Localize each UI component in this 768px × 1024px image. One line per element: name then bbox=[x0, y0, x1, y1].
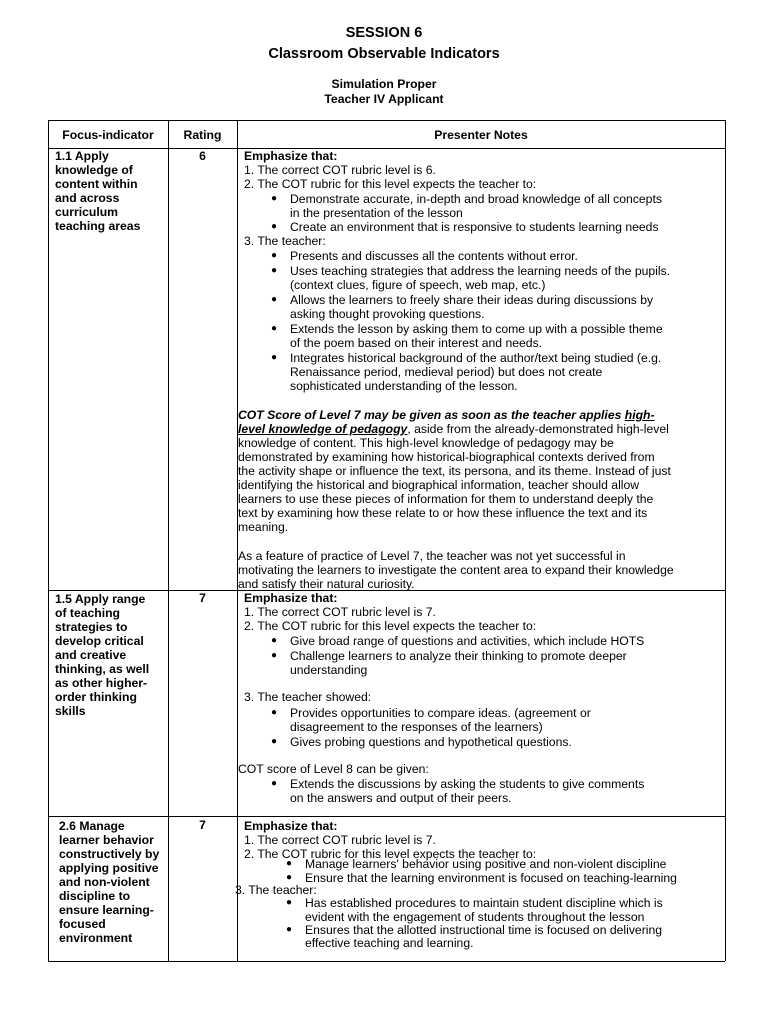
emphasize-label: Emphasize that: bbox=[244, 819, 338, 833]
focus-indicator-line: strategies to bbox=[55, 620, 128, 634]
bullet-icon: ● bbox=[271, 635, 278, 646]
bullet-text: Demonstrate accurate, in-depth and broad knowledge of all concepts bbox=[290, 192, 662, 206]
table-border-left bbox=[48, 120, 49, 961]
bullet-icon: ● bbox=[271, 736, 278, 747]
table-border-top bbox=[48, 120, 725, 121]
cot-score-text: demonstrated by examining how historical-biographical contexts derived from bbox=[238, 450, 655, 464]
bullet-text: understanding bbox=[290, 663, 368, 677]
bullet-icon: ● bbox=[286, 858, 293, 869]
bullet-icon: ● bbox=[271, 778, 278, 789]
note-line: 3. The teacher: bbox=[235, 883, 317, 897]
focus-indicator-line: learner behavior bbox=[59, 833, 154, 847]
bullet-text: effective teaching and learning. bbox=[305, 936, 474, 950]
bullet-icon: ● bbox=[271, 352, 278, 363]
column-header-notes: Presenter Notes bbox=[434, 128, 528, 142]
rating-value: 6 bbox=[199, 149, 206, 163]
focus-indicator-line: knowledge of bbox=[55, 163, 133, 177]
bullet-text: (context clues, figure of speech, web map, etc.) bbox=[290, 278, 546, 292]
focus-indicator-line: content within bbox=[55, 177, 138, 191]
cot-score-emphasis: high- bbox=[624, 408, 655, 422]
cot-score-text: identifying the historical and biographical information, teacher should allow bbox=[238, 478, 640, 492]
cot-score-note bbox=[238, 408, 655, 422]
note-line: 1. The correct COT rubric level is 6. bbox=[244, 163, 436, 177]
focus-indicator-line: and across bbox=[55, 191, 120, 205]
cot-score-text: meaning. bbox=[238, 520, 289, 534]
rating-value: 7 bbox=[199, 591, 206, 605]
row-divider bbox=[48, 816, 725, 817]
session-heading: SESSION 6 bbox=[345, 25, 423, 41]
bullet-text: asking thought provoking questions. bbox=[290, 307, 485, 321]
bullet-icon: ● bbox=[271, 193, 278, 204]
bullet-text: Has established procedures to maintain student discipline which is bbox=[305, 896, 663, 910]
note-line: 1. The correct COT rubric level is 7. bbox=[244, 605, 436, 619]
header-row-divider bbox=[48, 148, 725, 149]
focus-indicator-line: thinking, as well bbox=[55, 662, 150, 676]
focus-indicator-line: develop critical bbox=[55, 634, 144, 648]
subtitle: Simulation Proper bbox=[331, 77, 437, 91]
note-line: 2. The COT rubric for this level expects the teacher to: bbox=[244, 847, 537, 861]
focus-indicator-line: applying positive bbox=[59, 861, 159, 875]
bullet-text: sophisticated understanding of the lesson. bbox=[290, 379, 518, 393]
bullet-text: of the poem based on their interest and needs. bbox=[290, 336, 543, 350]
note-line: 3. The teacher showed: bbox=[244, 690, 372, 704]
bullet-text: on the answers and output of their peers. bbox=[290, 791, 512, 805]
focus-indicator-line: and non-violent bbox=[59, 875, 150, 889]
bullet-icon: ● bbox=[271, 323, 278, 334]
table-border-right bbox=[725, 120, 726, 961]
bullet-text: disagreement to the responses of the learners) bbox=[290, 720, 543, 734]
bullet-text: Extends the lesson by asking them to come up with a possible theme bbox=[290, 322, 663, 336]
column-header-focus: Focus-indicator bbox=[62, 128, 154, 142]
cot-score-note bbox=[238, 422, 669, 436]
note-line: 2. The COT rubric for this level expects the teacher to: bbox=[244, 619, 537, 633]
bullet-icon: ● bbox=[271, 221, 278, 232]
bullet-text: Allows the learners to freely share their ideas during discussions by bbox=[290, 293, 654, 307]
bullet-text: in the presentation of the lesson bbox=[290, 206, 463, 220]
bullet-text: Extends the discussions by asking the students to give comments bbox=[290, 777, 645, 791]
note-line: 1. The correct COT rubric level is 7. bbox=[244, 833, 436, 847]
bullet-text: Integrates historical background of the author/text being studied (e.g. bbox=[290, 351, 662, 365]
cot-score-text: learners to use these pieces of information for them to understand deeply the bbox=[238, 492, 654, 506]
feature-note: motivating the learners to investigate the content area to expand their knowledge bbox=[238, 563, 674, 577]
focus-indicator-line: 1.5 Apply range bbox=[55, 592, 146, 606]
note-line: 2. The COT rubric for this level expects the teacher to: bbox=[244, 177, 537, 191]
focus-indicator-line: focused bbox=[59, 917, 106, 931]
focus-indicator-line: 1.1 Apply bbox=[55, 149, 109, 163]
note-line: 3. The teacher: bbox=[244, 234, 326, 248]
cot-score-text: , aside from the already-demonstrated high-level bbox=[407, 422, 669, 436]
focus-indicator-line: as other higher- bbox=[55, 676, 148, 690]
bullet-text: Renaissance period, medieval period) but does not create bbox=[290, 365, 603, 379]
bullet-text: Ensure that the learning environment is focused on teaching-learning bbox=[305, 871, 677, 885]
emphasize-label: Emphasize that: bbox=[244, 591, 338, 605]
bullet-text: Give broad range of questions and activities, which include HOTS bbox=[290, 634, 645, 648]
bullet-text: Gives probing questions and hypothetical questions. bbox=[290, 735, 572, 749]
bullet-icon: ● bbox=[286, 897, 293, 908]
emphasize-label: Emphasize that: bbox=[244, 149, 338, 163]
focus-indicator-line: discipline to bbox=[59, 889, 131, 903]
focus-indicator-line: constructively by bbox=[59, 847, 160, 861]
feature-note: and satisfy their natural curiosity. bbox=[238, 577, 415, 591]
bullet-icon: ● bbox=[271, 265, 278, 276]
focus-indicator-line: order thinking bbox=[55, 690, 137, 704]
column-divider bbox=[168, 120, 169, 961]
applicant-label: Teacher IV Applicant bbox=[324, 92, 444, 106]
focus-indicator-line: and creative bbox=[55, 648, 127, 662]
bullet-text: Uses teaching strategies that address the learning needs of the pupils. bbox=[290, 264, 671, 278]
focus-indicator-line: curriculum bbox=[55, 205, 118, 219]
note-line: COT score of Level 8 can be given: bbox=[238, 762, 429, 776]
column-divider bbox=[237, 120, 238, 961]
cot-score-text: knowledge of content. This high-level knowledge of pedagogy may be bbox=[238, 436, 614, 450]
focus-indicator-line: ensure learning- bbox=[59, 903, 154, 917]
cot-score-lead: COT Score of Level 7 may be given as soon as the teacher applies bbox=[238, 408, 625, 422]
focus-indicator-line: 2.6 Manage bbox=[59, 819, 125, 833]
bullet-text: Ensures that the allotted instructional time is focused on delivering bbox=[305, 923, 663, 937]
bullet-icon: ● bbox=[286, 924, 293, 935]
bullet-icon: ● bbox=[271, 650, 278, 661]
table-border-bottom bbox=[48, 961, 725, 962]
focus-indicator-line: of teaching bbox=[55, 606, 121, 620]
bullet-text: Create an environment that is responsive to students learning needs bbox=[290, 220, 659, 234]
bullet-icon: ● bbox=[271, 707, 278, 718]
bullet-icon: ● bbox=[271, 250, 278, 261]
focus-indicator-line: teaching areas bbox=[55, 219, 141, 233]
bullet-icon: ● bbox=[271, 294, 278, 305]
bullet-text: Provides opportunities to compare ideas. (agreement or bbox=[290, 706, 591, 720]
focus-indicator-line: environment bbox=[59, 931, 133, 945]
column-header-rating: Rating bbox=[183, 128, 222, 142]
feature-note: As a feature of practice of Level 7, the teacher was not yet successful in bbox=[238, 549, 626, 563]
focus-indicator-line: skills bbox=[55, 704, 86, 718]
bullet-text: Challenge learners to analyze their thinking to promote deeper bbox=[290, 649, 627, 663]
bullet-icon: ● bbox=[286, 872, 293, 883]
rating-value: 7 bbox=[199, 818, 206, 832]
page-title: Classroom Observable Indicators bbox=[268, 46, 500, 62]
bullet-text: evident with the engagement of students throughout the lesson bbox=[305, 910, 645, 924]
cot-score-text: text by examining how these relate to or how these influence the text and its bbox=[238, 506, 648, 520]
bullet-text: Presents and discusses all the contents without error. bbox=[290, 249, 578, 263]
bullet-text: Manage learners' behavior using positive and non-violent discipline bbox=[305, 857, 667, 871]
cot-score-emphasis: level knowledge of pedagogy bbox=[238, 422, 408, 436]
cot-score-text: the activity shape or influence the text, its persona, and its theme. Instead of just bbox=[238, 464, 671, 478]
